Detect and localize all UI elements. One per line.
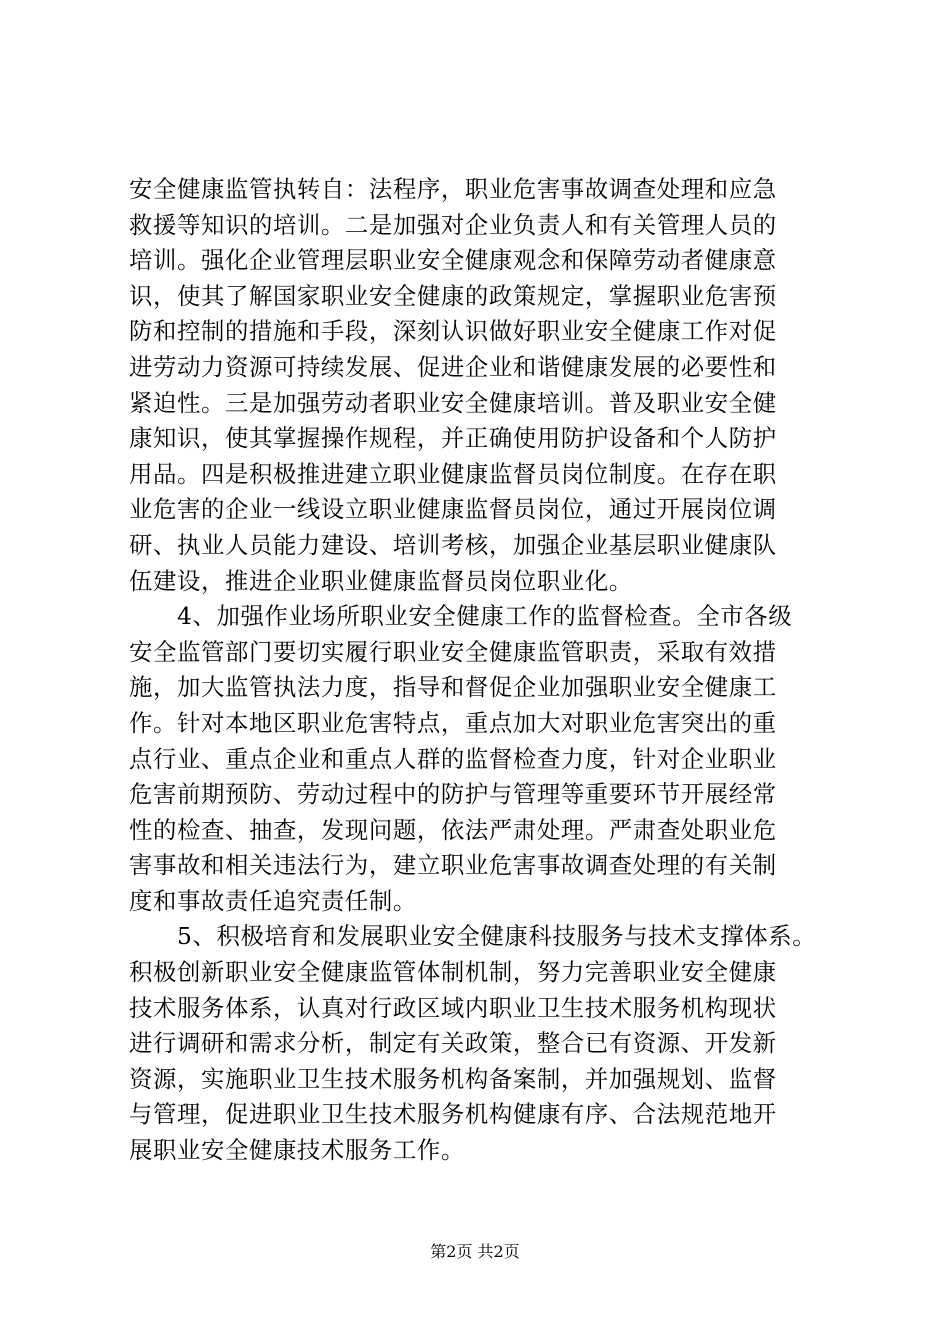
text-line: 防和控制的措施和手段，深刻认识做好职业安全健康工作对促	[129, 317, 777, 346]
text-line: 危害前期预防、劳动过程中的防护与管理等重要环节开展经常	[129, 780, 777, 809]
text-line: 进行调研和需求分析，制定有关政策，整合已有资源、开发新	[129, 1029, 777, 1058]
text-line: 救援等知识的培训。二是加强对企业负责人和有关管理人员的	[129, 210, 777, 239]
text-line: 紧迫性。三是加强劳动者职业安全健康培训。普及职业安全健	[129, 388, 777, 417]
text-line: 识，使其了解国家职业安全健康的政策规定，掌握职业危害预	[129, 281, 777, 310]
text-line: 度和事故责任追究责任制。	[129, 886, 417, 915]
text-line: 伍建设，推进企业职业健康监督员岗位职业化。	[129, 566, 633, 595]
body-text	[129, 172, 829, 1169]
text-line: 培训。强化企业管理层职业安全健康观念和保障劳动者健康意	[129, 246, 777, 275]
text-line: 技术服务体系，认真对行政区域内职业卫生技术服务机构现状	[129, 993, 777, 1022]
text-line: 点行业、重点企业和重点人群的监督检查力度，针对企业职业	[129, 744, 777, 773]
text-line: 施，加大监管执法力度，指导和督促企业加强职业安全健康工	[129, 673, 777, 702]
text-line: 作。针对本地区职业危害特点，重点加大对职业危害突出的重	[129, 708, 777, 737]
text-line: 与管理，促进职业卫生技术服务机构健康有序、合法规范地开	[129, 1100, 777, 1129]
text-line: 安全健康监管执转自：法程序，职业危害事故调查处理和应急	[129, 175, 777, 203]
paragraph-5-start: 5、积极培育和发展职业安全健康科技服务与技术支撑体系。	[129, 922, 817, 951]
text-line: 资源，实施职业卫生技术服务机构备案制，并加强规划、监督	[129, 1064, 777, 1093]
text-line: 安全监管部门要切实履行职业安全健康监管职责，采取有效措	[129, 637, 777, 666]
text-line: 展职业安全健康技术服务工作。	[129, 1136, 465, 1165]
text-line: 用品。四是积极推进建立职业健康监督员岗位制度。在存在职	[129, 459, 777, 488]
paragraph-4-start: 4、加强作业场所职业安全健康工作的监督检查。全市各级	[129, 602, 793, 631]
text-line: 康知识，使其掌握操作规程，并正确使用防护设备和个人防护	[129, 424, 777, 453]
text-line: 积极创新职业安全健康监管体制机制，努力完善职业安全健康	[129, 958, 777, 987]
text-line: 性的检查、抽查，发现问题，依法严肃处理。严肃查处职业危	[129, 815, 777, 844]
text-line: 研、执业人员能力建设、培训考核，加强企业基层职业健康队	[129, 530, 777, 559]
page-number-footer: 第2页 共2页	[430, 1242, 520, 1261]
text-line: 害事故和相关违法行为，建立职业危害事故调查处理的有关制	[129, 851, 777, 880]
text-line: 进劳动力资源可持续发展、促进企业和谐健康发展的必要性和	[129, 352, 777, 381]
text-line: 业危害的企业一线设立职业健康监督员岗位，通过开展岗位调	[129, 495, 777, 524]
